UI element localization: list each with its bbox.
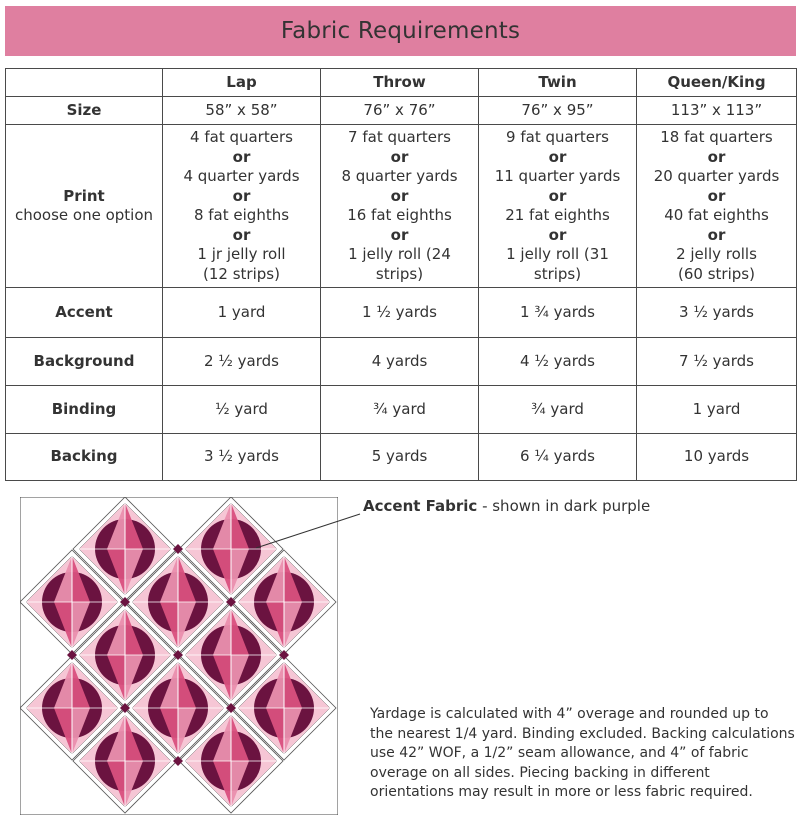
print-lap	[163, 125, 321, 288]
print-option: 11 quarter yards	[494, 167, 621, 185]
backing-queen-king: 10 yards	[637, 434, 797, 481]
callout-text: - shown in dark purple	[477, 497, 651, 515]
print-option: 1 jr jelly roll	[197, 245, 286, 263]
print-option: 1 jelly roll (24 strips)	[348, 245, 451, 283]
print-option: 8 fat eighths	[193, 206, 290, 224]
or-label: or	[232, 186, 251, 205]
size-row	[6, 97, 797, 125]
row-label-background: Background	[6, 338, 163, 386]
print-option: 1 jelly roll (31 strips)	[506, 245, 609, 283]
print-option: (60 strips)	[678, 264, 755, 283]
col-header-queen-king: Queen/King	[637, 69, 797, 97]
size-queen-king: 113” x 113”	[637, 97, 797, 125]
fabric-requirements-table	[5, 68, 797, 481]
or-label: or	[548, 186, 567, 205]
or-label: or	[232, 147, 251, 166]
backing-twin: 6 ¼ yards	[479, 434, 637, 481]
row-label-size: Size	[6, 97, 163, 125]
row-label-binding: Binding	[6, 386, 163, 434]
background-row	[6, 338, 797, 386]
accent-row	[6, 288, 797, 338]
or-label: or	[390, 225, 409, 244]
col-header-twin: Twin	[479, 69, 637, 97]
print-option: 2 jelly rolls	[676, 245, 757, 263]
print-throw	[321, 125, 479, 288]
corner-cell	[6, 69, 163, 97]
or-label: or	[232, 225, 251, 244]
print-option: 18 fat quarters	[660, 128, 773, 146]
print-row	[6, 125, 797, 288]
background-queen-king: 7 ½ yards	[637, 338, 797, 386]
accent-queen-king: 3 ½ yards	[637, 288, 797, 338]
binding-row	[6, 386, 797, 434]
print-option: 7 fat quarters	[348, 128, 451, 146]
print-option: 40 fat eighths	[664, 206, 769, 224]
yardage-note: Yardage is calculated with 4” overage and rounded up to the nearest 1/4 yard. Binding excluded. Backing calculations use 42” WOF, a 1/2” seam allowance, and 4” of fabric overage on all sides. Piecing backing in different orientations may result in more or less fabric required.	[370, 706, 795, 800]
print-option: 21 fat eighths	[505, 206, 610, 224]
binding-queen-king: 1 yard	[637, 386, 797, 434]
size-twin: 76” x 95”	[479, 97, 637, 125]
binding-lap: ½ yard	[163, 386, 321, 434]
or-label: or	[548, 225, 567, 244]
or-label: or	[707, 225, 726, 244]
print-option: 8 quarter yards	[341, 167, 458, 185]
or-label: or	[390, 186, 409, 205]
col-header-throw: Throw	[321, 69, 479, 97]
backing-lap: 3 ½ yards	[163, 434, 321, 481]
print-label: Print	[63, 186, 105, 205]
row-label-accent: Accent	[6, 288, 163, 338]
size-throw: 76” x 76”	[321, 97, 479, 125]
backing-row	[6, 434, 797, 481]
backing-throw: 5 yards	[321, 434, 479, 481]
print-option: 20 quarter yards	[653, 167, 780, 185]
binding-twin: ¾ yard	[479, 386, 637, 434]
col-header-lap: Lap	[163, 69, 321, 97]
accent-lap: 1 yard	[163, 288, 321, 338]
print-option: (12 strips)	[203, 264, 280, 283]
row-label-print	[6, 125, 163, 288]
or-label: or	[390, 147, 409, 166]
binding-throw: ¾ yard	[321, 386, 479, 434]
size-lap: 58” x 58”	[163, 97, 321, 125]
page-title: Fabric Requirements	[280, 18, 521, 44]
print-sublabel: choose one option	[14, 206, 154, 224]
background-throw: 4 yards	[321, 338, 479, 386]
title-banner	[5, 6, 796, 56]
background-lap: 2 ½ yards	[163, 338, 321, 386]
or-label: or	[707, 186, 726, 205]
print-twin	[479, 125, 637, 288]
accent-twin: 1 ¾ yards	[479, 288, 637, 338]
quilt-diagram	[20, 497, 338, 815]
accent-fabric-callout	[363, 497, 650, 515]
accent-throw: 1 ½ yards	[321, 288, 479, 338]
header-row	[6, 69, 797, 97]
print-option: 9 fat quarters	[506, 128, 609, 146]
background-twin: 4 ½ yards	[479, 338, 637, 386]
or-label: or	[548, 147, 567, 166]
print-option: 16 fat eighths	[347, 206, 452, 224]
callout-bold: Accent Fabric	[363, 497, 478, 515]
print-option: 4 quarter yards	[183, 167, 300, 185]
row-label-backing: Backing	[6, 434, 163, 481]
or-label: or	[707, 147, 726, 166]
print-queen-king	[637, 125, 797, 288]
print-option: 4 fat quarters	[190, 128, 293, 146]
